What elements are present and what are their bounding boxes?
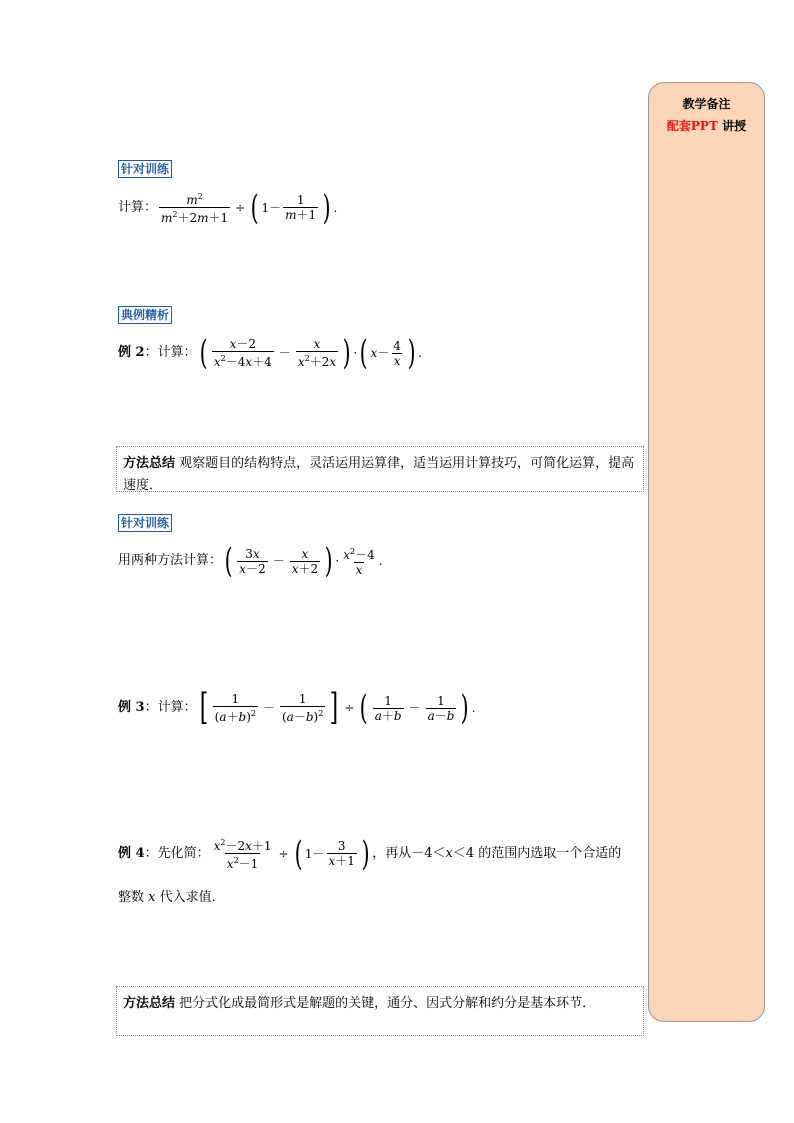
summary-2-text: 把分式化成最简形式是解题的关键，通分、因式分解和约分是基本环节． [179,996,596,1011]
practice-1-text: 计算： [118,199,158,215]
example-4-after: ，再从－4＜ [372,845,446,861]
example-4-label: 例 4 [118,845,145,861]
example-4-formula: $\frac{x^2-2x+1}{x^2-1}$ ÷ ( 1－ $\frac{3}{x+1}$ ) [213,833,370,874]
example-3-text: ：计算： [144,700,197,715]
summary-1-text: 观察题目的结构特点，灵活运用运算律，适当运用计算技巧，可简化运算，提高速度． [123,456,635,493]
practice-2-formula: ( $\frac{3x}{x-2}$ － $\frac{x}{x+2}$ ) · $\frac{x^2-4}{x}$ . [224,541,383,581]
example-4-line2 [118,890,225,906]
method-summary-2 [116,986,644,1036]
example-2-formula: ( $\frac{x-2}{x^2-4x+4}$ － $\frac{x}{x^2+2x}$ ) · ( x － $\frac{4}{x}$ ) . [199,333,422,373]
example-4-line2a: 整数 [118,890,149,905]
practice-tag-1: 针对训练 [118,160,172,178]
example-2-label: 例 2 [118,345,145,360]
example-4-var2: x [148,890,156,905]
summary-2-label: 方法总结 [123,996,176,1011]
sidebar-sub-red: 配套 [666,119,691,133]
practice-1-problem [118,187,338,228]
practice-1-formula: $\frac{m^2}{m^2+2m+1}$ ÷ ( 1－ $\frac{1}{m+1}$ ) . [161,187,338,228]
sidebar-subtitle [649,117,764,134]
example-4 [118,833,622,874]
practice-2-problem [118,541,383,581]
example-4-var: x [445,845,453,861]
example-4-line2b: 代入求值． [155,890,225,905]
sidebar-sub-black: 讲授 [722,119,747,133]
method-summary-1 [116,446,644,492]
example-2 [118,333,422,373]
summary-2-content [123,993,637,1015]
example-4-after2: ＜4 的范围内选取一个合适的 [452,845,622,861]
example-tag: 典例精析 [118,306,172,324]
example-3-formula: [ $\frac{1}{(a+b)^2}$ － $\frac{1}{(a-b)^2}$ ] ÷ ( $\frac{1}{a+b}$ － $\frac{1}{a-b}$ ) . [199,687,476,728]
practice-2-text: 用两种方法计算： [118,553,223,568]
summary-1-label: 方法总结 [123,456,176,471]
example-2-text: ：计算： [144,345,197,360]
sidebar-title: 教学备注 [682,97,731,111]
sidebar-sub-ppt: PPT [690,119,718,133]
example-3-label: 例 3 [118,700,145,715]
summary-1-content [123,453,637,497]
teaching-notes-sidebar [648,82,765,1022]
practice-tag-2: 针对训练 [118,514,172,532]
example-3 [118,687,476,728]
example-4-text: ：先化简： [144,845,210,861]
